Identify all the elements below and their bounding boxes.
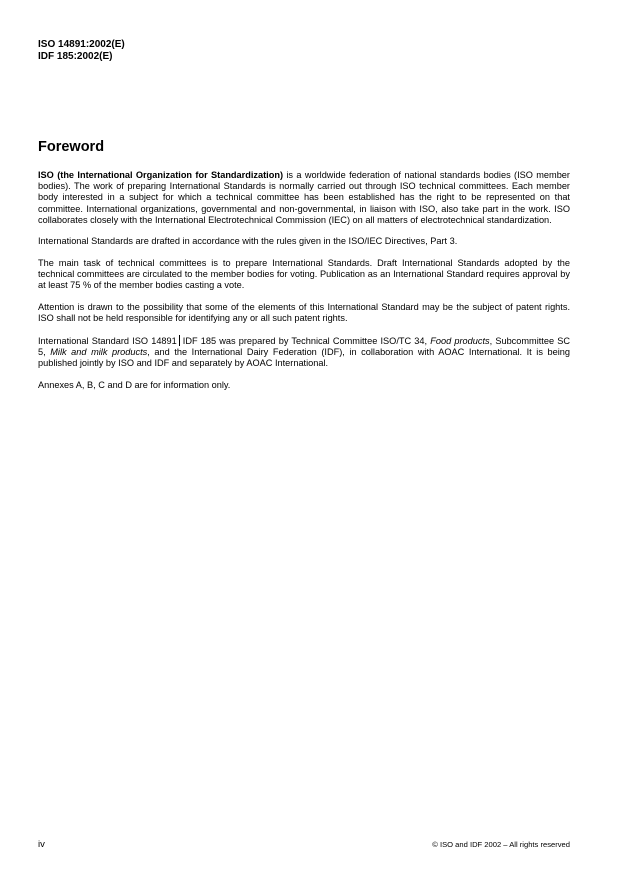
- paragraph-drafting-rules: International Standards are drafted in accordance with the rules given in the ISO/IEC Directives, Part 3.: [38, 236, 458, 247]
- paragraph-patent-notice: Attention is drawn to the possibility that some of the elements of this International Standard may be the subject of patent rights. ISO shall not be held responsible for identifying any or all such patent rights.: [38, 302, 570, 324]
- preparation-text-2: IDF 185 was prepared by Technical Committee ISO/TC 34,: [182, 335, 431, 346]
- paragraph-preparation: [38, 335, 570, 370]
- preparation-text-3: , Subcommittee SC 5,: [38, 335, 570, 357]
- preparation-text-4: , and the International Dairy Federation (IDF), in collaboration with AOAC International. It is being published jointly by ISO and IDF and separately by AOAC International.: [38, 347, 571, 369]
- preparation-text-1: International Standard ISO 14891: [38, 335, 177, 346]
- paragraph-annexes: Annexes A, B, C and D are for information only.: [38, 379, 231, 390]
- iso-organization-name: ISO (the International Organization for Standardization): [38, 170, 283, 180]
- foreword-body: [38, 170, 570, 401]
- copyright-notice: © ISO and IDF 2002 – All rights reserved: [432, 840, 570, 849]
- idf-standard-number: IDF 185:2002(E): [38, 51, 113, 62]
- page-number: iv: [38, 839, 45, 850]
- committee-subject-food: Food products: [430, 335, 490, 346]
- iso-standard-number: ISO 14891:2002(E): [38, 39, 125, 50]
- section-title: Foreword: [38, 139, 105, 155]
- paragraph-iso-intro: [38, 170, 570, 226]
- subcommittee-subject-milk: Milk and milk products: [50, 347, 148, 357]
- paragraph-committees-task: The main task of technical committees is to prepare International Standards. Draft International Standards adopted by the technical committees are circulated to the member bodies for voting. Publication as an International Standard requires approval by at least 75 % of the member bodies casting a vote.: [38, 258, 570, 291]
- document-header: [38, 39, 125, 63]
- separator-bar: [179, 335, 180, 346]
- paragraph-iso-intro-text: is a worldwide federation of national standards bodies (ISO member bodies). The work of preparing International Standards is normally carried out through ISO technical committees. Each member body interested in a subject for which a technical committee has been established has the right to be represented on that committee. International organizations, governmental and non-governmental, in liaison with ISO, also take part in the work. ISO collaborates closely with the International Electrotechnical Commission (IEC) on all matters of electrotechnical standardization.: [38, 170, 570, 225]
